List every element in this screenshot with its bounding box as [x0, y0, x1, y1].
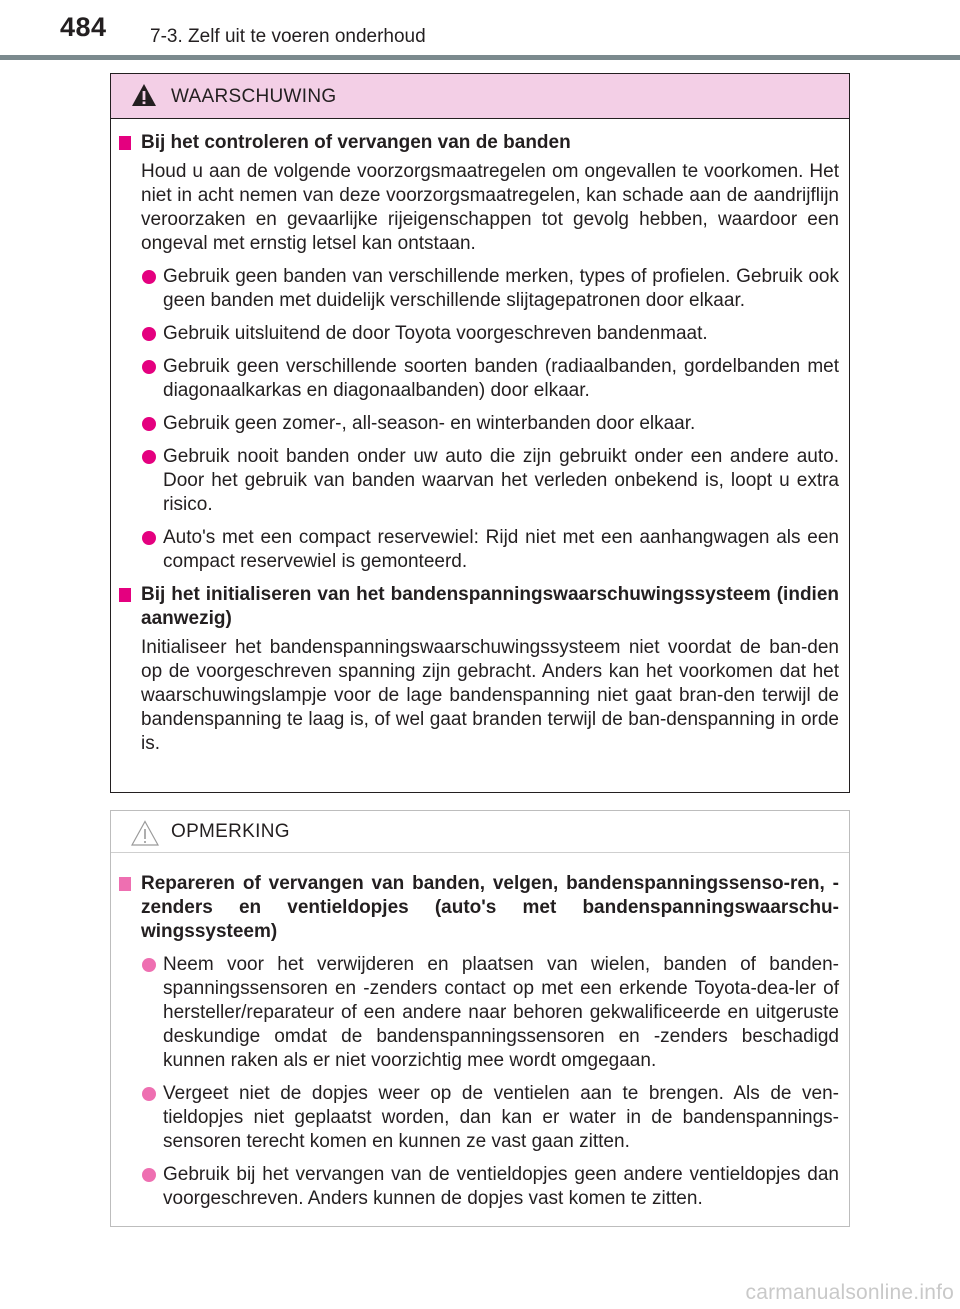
- list-item: Gebruik geen zomer-, all-season- en winterbanden door elkaar.: [119, 412, 839, 436]
- round-bullet-icon: [142, 360, 156, 374]
- note-box: [110, 810, 850, 1227]
- watermark: carmanualsonline.info: [745, 1281, 954, 1304]
- round-bullet-icon: [142, 270, 156, 284]
- warning-section-heading: Bij het initialiseren van het bandenspanningswaarschuwingssysteem (indien aanwezig): [119, 583, 839, 631]
- warning-section-heading: Bij het controleren of vervangen van de banden: [119, 131, 839, 155]
- header-rule: [0, 55, 960, 60]
- list-item: Gebruik geen verschillende soorten banden (radiaalbanden, gordelbanden met diagonaalkarkas en diagonaalbanden) door elkaar.: [119, 355, 839, 403]
- list-item: Auto's met een compact reservewiel: Rijd niet met een aanhangwagen als een compact reservewiel is gemonteerd.: [119, 526, 839, 574]
- square-bullet-icon: [119, 588, 131, 602]
- list-item: Gebruik nooit banden onder uw auto die zijn gebruikt onder een andere auto. Door het gebruik van banden waarvan het verleden onbekend is, loopt u extra risico.: [119, 445, 839, 517]
- note-header: [111, 811, 849, 853]
- warning-box: [110, 73, 850, 793]
- square-bullet-icon: [119, 136, 131, 150]
- caution-triangle-icon: [131, 820, 159, 851]
- warning-paragraph: Houd u aan de volgende voorzorgsmaatregelen om ongevallen te voorkomen. Het niet in acht nemen van deze voorzorgsmaatregelen, kan schade aan de aandrijflijn veroorzaken en gevaarlijke rijeigenschappen tot gevolg hebben, waardoor een ongeval met ernstig letsel kan ontstaan.: [141, 161, 839, 254]
- note-title: OPMERKING: [171, 821, 290, 842]
- round-bullet-icon: [142, 417, 156, 431]
- list-item: Gebruik geen banden van verschillende merken, types of profielen. Gebruik ook geen banden met duidelijk verschillende slijtagepatronen door elkaar.: [119, 265, 839, 313]
- warning-paragraph: Initialiseer het bandenspanningswaarschuwingssysteem niet voordat de ban-den op de voorgeschreven spanning zijn gebracht. Anders kan het voorkomen dat het waarschuwingslampje voor de lage bandenspanning niet gaat bran-den terwijl de bandenspanning te laag is, of wel gaat branden terwijl de ban-denspanning in orde is.: [141, 637, 839, 754]
- round-bullet-icon: [142, 1168, 156, 1182]
- note-section-heading: Repareren of vervangen van banden, velgen, bandenspanningssenso-ren, -zenders en ventieldopjes (auto's met bandenspanningswaarschu-wingssysteem): [119, 872, 839, 944]
- round-bullet-icon: [142, 531, 156, 545]
- warning-title: WAARSCHUWING: [171, 86, 337, 107]
- section-title: 7-3. Zelf uit te voeren onderhoud: [150, 26, 426, 47]
- list-item: Vergeet niet de dopjes weer op de ventielen aan te brengen. Als de ven-tieldopjes niet geplaatst worden, dan kan er water in de bandenspannings-sensoren terecht komen en kunnen ze vast gaan zitten.: [119, 1082, 839, 1154]
- list-item: Neem voor het verwijderen en plaatsen van wielen, banden of banden-spanningssensoren en -zenders contact op met een erkende Toyota-dea-ler of hersteller/reparateur of een andere naar behoren gekwalificeerde en uitgeruste deskundige omdat de bandenspanningssensoren en -zenders beschadigd kunnen raken als er niet voorzichtig mee wordt omgegaan.: [119, 953, 839, 1073]
- warning-header: [111, 74, 849, 119]
- list-item: Gebruik uitsluitend de door Toyota voorgeschreven bandenmaat.: [119, 322, 839, 346]
- warning-triangle-icon: [131, 83, 157, 112]
- round-bullet-icon: [142, 1087, 156, 1101]
- round-bullet-icon: [142, 327, 156, 341]
- page-number: 484: [60, 12, 107, 42]
- list-item: Gebruik bij het vervangen van de ventieldopjes geen andere ventieldopjes dan voorgeschreven. Anders kunnen de dopjes vast komen te zitten.: [119, 1163, 839, 1211]
- round-bullet-icon: [142, 450, 156, 464]
- square-bullet-icon: [119, 877, 131, 891]
- round-bullet-icon: [142, 958, 156, 972]
